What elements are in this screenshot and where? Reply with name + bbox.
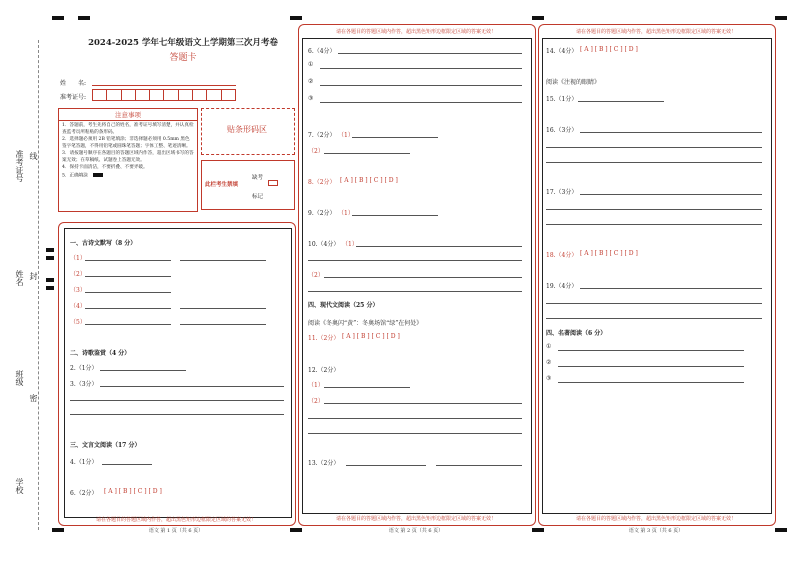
answer-card-title: 答题卡 xyxy=(169,53,197,63)
answer-line[interactable] xyxy=(100,370,186,371)
binding-exam-id: 准考证号 xyxy=(15,150,24,182)
answer-line[interactable] xyxy=(308,291,522,292)
answer-line[interactable] xyxy=(546,147,762,148)
binding-class: 班级 xyxy=(15,370,24,386)
answer-line[interactable] xyxy=(308,433,522,434)
answer-line[interactable] xyxy=(546,303,762,304)
answer-line[interactable] xyxy=(356,246,522,247)
answer-line[interactable] xyxy=(546,162,762,163)
section-title: 二、诗歌鉴赏（4 分） xyxy=(70,350,131,357)
side-mark xyxy=(46,286,54,290)
answer-frame-2 xyxy=(302,38,532,514)
answer-line[interactable] xyxy=(324,277,522,278)
choice-circle: ② xyxy=(308,78,314,85)
warning-text: 请在各题目的答题区域内作答，超出黑色矩形边框限定区域的答案无效！ xyxy=(575,516,736,522)
blank-label: （1） xyxy=(70,255,86,262)
warning-text: 请在各题目的答题区域内作答，超出黑色矩形边框限定区域的答案无效！ xyxy=(575,29,736,35)
answer-line[interactable] xyxy=(546,318,762,319)
reading-title: 阅读《注视的眼睛》 xyxy=(546,79,601,86)
question-label: 6.（2分） xyxy=(70,490,98,497)
timing-mark xyxy=(532,16,544,20)
choice-options[interactable]: [ A ] [ B ] [ C ] [ D ] xyxy=(580,46,638,53)
blank-label: （2） xyxy=(308,148,324,155)
answer-line[interactable] xyxy=(85,260,171,261)
question-label: 3.（3分） xyxy=(70,381,98,388)
answer-line[interactable] xyxy=(180,308,266,309)
reading-title: 阅读《冬奥闪“黄”：冬奥场馆“绿”在何处》 xyxy=(308,320,423,327)
side-mark xyxy=(46,278,54,282)
notice-title: 注意事项 xyxy=(59,109,197,121)
answer-line[interactable] xyxy=(70,414,284,415)
answer-line[interactable] xyxy=(558,350,744,351)
answer-line[interactable] xyxy=(546,224,762,225)
question-label: 13.（2分） xyxy=(308,460,340,467)
answer-frame-1 xyxy=(64,228,292,518)
notice-item: 2．选择题必须用 2B 铅笔填涂；非选择题必须用 0.5mm 黑色签字笔答题，不得用铅笔或圆珠笔答题；字体工整、笔迹清晰。 xyxy=(62,137,191,149)
answer-line[interactable] xyxy=(324,403,522,404)
section-title: 三、文言文阅读（17 分） xyxy=(70,442,141,449)
question-label: 7.（2分） xyxy=(308,132,336,139)
page-footer: 语文 第 1 页（共 6 页） xyxy=(148,528,204,534)
blank-label: （2） xyxy=(308,272,324,279)
page-footer: 语文 第 3 页（共 6 页） xyxy=(628,528,684,534)
choice-circle: ② xyxy=(546,359,552,366)
answer-line[interactable] xyxy=(85,308,171,309)
answer-frame-3 xyxy=(542,38,772,514)
blank-label: （1） xyxy=(338,132,354,139)
choice-circle: ① xyxy=(546,343,552,350)
absent-checkbox[interactable] xyxy=(268,180,278,186)
answer-line[interactable] xyxy=(320,68,522,69)
notice-item: 5．正确填涂 xyxy=(62,173,88,178)
question-label: 9.（2分） xyxy=(308,210,336,217)
absent-mark-label: 标记 xyxy=(252,194,264,200)
answer-line[interactable] xyxy=(70,400,284,401)
binding-name: 姓名 xyxy=(15,270,24,286)
absent-mark-label: 缺考 xyxy=(252,175,264,181)
blank-label: （1） xyxy=(308,382,324,389)
answer-line[interactable] xyxy=(85,276,171,277)
page-footer: 语文 第 2 页（共 6 页） xyxy=(388,528,444,534)
answer-line[interactable] xyxy=(324,153,410,154)
choice-options[interactable]: [ A ] [ B ] [ C ] [ D ] xyxy=(342,333,400,340)
timing-mark xyxy=(775,16,787,20)
choice-options[interactable]: [ A ] [ B ] [ C ] [ D ] xyxy=(580,250,638,257)
choice-circle: ③ xyxy=(546,375,552,382)
page-title: 2024-2025 学年七年级语文上学期第三次月考卷 xyxy=(88,38,278,48)
answer-line[interactable] xyxy=(320,85,522,86)
binding-secret: 密 xyxy=(29,394,38,402)
blank-label: （3） xyxy=(70,287,86,294)
blank-label: （4） xyxy=(70,303,86,310)
binding-line xyxy=(38,40,39,530)
question-label: 6.（4分） xyxy=(308,48,336,55)
question-label: 11.（2分） xyxy=(308,335,340,342)
choice-circle: ① xyxy=(308,61,314,68)
blank-label: （1） xyxy=(338,210,354,217)
choice-options[interactable]: [ A ] [ B ] [ C ] [ D ] xyxy=(104,488,162,495)
timing-mark xyxy=(78,16,90,20)
answer-line[interactable] xyxy=(320,102,522,103)
answer-line[interactable] xyxy=(102,464,152,465)
name-field[interactable] xyxy=(92,85,236,86)
blank-label: （2） xyxy=(70,271,86,278)
answer-line[interactable] xyxy=(558,366,744,367)
section-title: 一、古诗文默写（8 分） xyxy=(70,240,137,247)
blank-label: （1） xyxy=(342,241,358,248)
answer-line[interactable] xyxy=(346,465,426,466)
barcode-label: 贴条形码区 xyxy=(227,125,267,134)
question-label: 18.（4分） xyxy=(546,252,578,259)
exam-id-boxes[interactable] xyxy=(92,89,236,101)
side-mark xyxy=(46,256,54,260)
question-label: 16.（3分） xyxy=(546,127,578,134)
binding-seal: 封 xyxy=(29,272,38,280)
side-mark xyxy=(46,248,54,252)
section-title: 四、现代文阅读（25 分） xyxy=(308,302,379,309)
question-label: 4.（1分） xyxy=(70,459,98,466)
notice-item: 4．保持卡面清洁，不要折叠、不要弄破。 xyxy=(62,165,148,170)
question-label: 19.（4分） xyxy=(546,283,578,290)
blank-label: （2） xyxy=(308,398,324,405)
answer-line[interactable] xyxy=(85,292,171,293)
answer-line[interactable] xyxy=(352,137,438,138)
name-label: 姓 名: xyxy=(60,80,87,87)
choice-circle: ③ xyxy=(308,95,314,102)
answer-line[interactable] xyxy=(85,324,171,325)
answer-line[interactable] xyxy=(308,260,522,261)
timing-mark xyxy=(775,528,787,532)
question-label: 12.（2分） xyxy=(308,367,340,374)
answer-line[interactable] xyxy=(324,387,410,388)
answer-line[interactable] xyxy=(100,386,284,387)
answer-line[interactable] xyxy=(558,382,744,383)
notice-box xyxy=(58,108,198,212)
question-label: 10.（4分） xyxy=(308,241,340,248)
filled-sample xyxy=(93,173,103,177)
exam-id-label: 准考证号: xyxy=(60,94,87,101)
timing-mark xyxy=(290,16,302,20)
answer-line[interactable] xyxy=(580,132,762,133)
notice-item: 1．答题前，考生先将自己的姓名，准考证号填写清楚，并认真检查监考员所粘贴的条形码。 xyxy=(62,123,194,135)
warning-text: 请在各题目的答题区域内作答，超出黑色矩形边框限定区域的答案无效！ xyxy=(335,29,496,35)
answer-line[interactable] xyxy=(338,53,522,54)
absent-label: 此栏考生禁填 xyxy=(205,182,239,188)
binding-school: 学校 xyxy=(15,478,24,494)
warning-text: 请在各题目的答题区域内作答，超出黑色矩形边框限定区域的答案无效！ xyxy=(95,517,256,523)
warning-text: 请在各题目的答题区域内作答，超出黑色矩形边框限定区域的答案无效！ xyxy=(335,516,496,522)
choice-options[interactable]: [ A ] [ B ] [ C ] [ D ] xyxy=(340,177,398,184)
section-title: 四、名著阅读（6 分） xyxy=(546,330,607,337)
answer-line[interactable] xyxy=(580,194,762,195)
answer-line[interactable] xyxy=(580,288,762,289)
blank-label: （5） xyxy=(70,319,86,326)
question-label: 17.（3分） xyxy=(546,189,578,196)
timing-mark xyxy=(52,16,64,20)
notice-item: 3．请按题号顺序在各题目的答题区域内作答，超出区域书写的答案无效；在草稿纸、试题卷上答题无效。 xyxy=(62,151,194,163)
answer-line[interactable] xyxy=(352,215,438,216)
answer-line[interactable] xyxy=(578,101,664,102)
binding-line-label: 线 xyxy=(29,152,38,160)
question-label: 8.（2分） xyxy=(308,179,336,186)
answer-line[interactable] xyxy=(546,209,762,210)
question-label: 14.（4分） xyxy=(546,48,578,55)
answer-line[interactable] xyxy=(180,324,266,325)
question-label: 15.（1分） xyxy=(546,96,578,103)
answer-line[interactable] xyxy=(436,465,522,466)
answer-line[interactable] xyxy=(180,260,266,261)
question-label: 2.（1分） xyxy=(70,365,98,372)
answer-line[interactable] xyxy=(308,418,522,419)
